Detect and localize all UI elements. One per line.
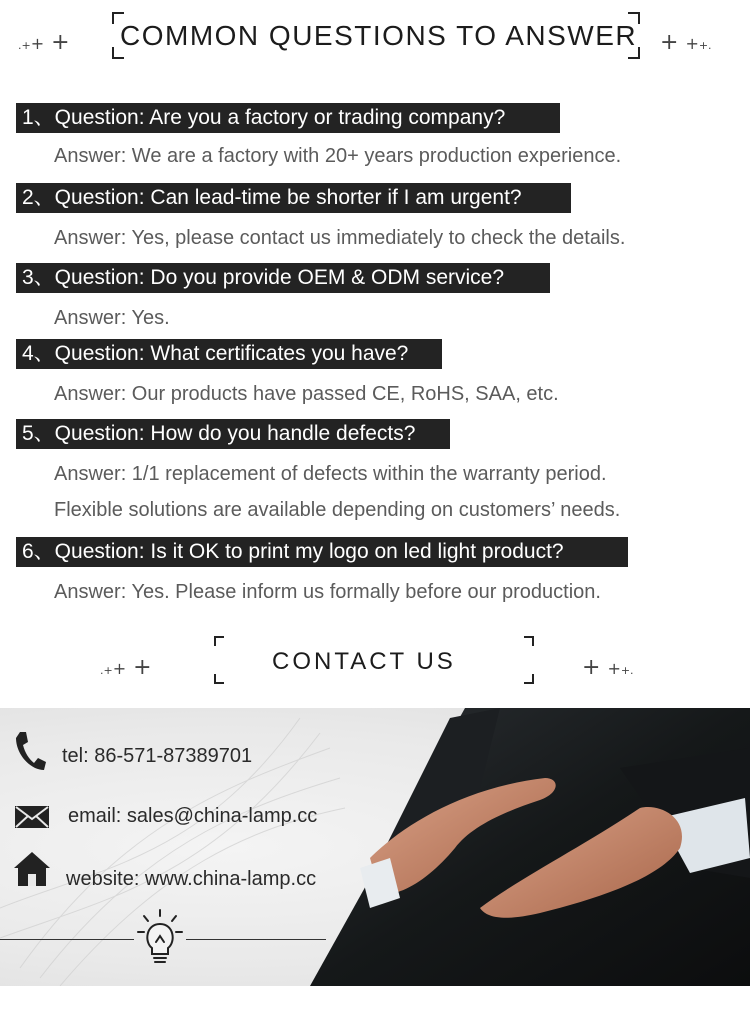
contact-decoration-right: + ++. (582, 655, 634, 680)
faq-question-2: 2、Question: Can lead-time be shorter if I am urgent? (16, 183, 571, 213)
contact-decoration-left: .++ + (100, 655, 152, 680)
faq-question-5: 5、Question: How do you handle defects? (16, 419, 450, 449)
divider-line-left (0, 939, 134, 940)
heading-decoration-left: .++ + (18, 30, 70, 55)
faq-answer-5-line-2: Flexible solutions are available depending on customers’ needs. (54, 499, 621, 521)
phone-icon (14, 730, 46, 772)
faq-answer-2: Answer: Yes, please contact us immediately to check the details. (54, 227, 626, 249)
faq-question-6: 6、Question: Is it OK to print my logo on led light product? (16, 537, 628, 567)
faq-question-3: 3、Question: Do you provide OEM & ODM service? (16, 263, 550, 293)
contact-website: website: www.china-lamp.cc (66, 868, 317, 890)
contact-email: email: sales@china-lamp.cc (68, 805, 318, 827)
faq-question-1: 1、Question: Are you a factory or trading company? (16, 103, 560, 133)
faq-answer-3: Answer: Yes. (54, 307, 170, 329)
faq-question-4: 4、Question: What certificates you have? (16, 339, 442, 369)
house-icon (12, 850, 52, 888)
contact-corner-tr (524, 636, 534, 646)
faq-answer-6: Answer: Yes. Please inform us formally before our production. (54, 581, 601, 603)
contact-panel (0, 708, 750, 986)
faq-answer-1: Answer: We are a factory with 20+ years production experience. (54, 145, 622, 167)
lightbulb-icon (134, 908, 186, 968)
faq-answer-4: Answer: Our products have passed CE, RoHS, SAA, etc. (54, 383, 559, 405)
contact-tel: tel: 86-571-87389701 (62, 745, 253, 767)
contact-corner-tl (214, 636, 224, 646)
contact-corner-br (524, 674, 534, 684)
contact-heading: CONTACT US (272, 648, 456, 675)
contact-corner-bl (214, 674, 224, 684)
faq-heading: COMMON QUESTIONS TO ANSWER (120, 20, 638, 51)
heading-decoration-right: + ++. (660, 30, 712, 55)
envelope-icon (14, 805, 50, 829)
divider-line-right (186, 939, 326, 940)
faq-answer-5: Answer: 1/1 replacement of defects within the warranty period. (54, 463, 607, 485)
